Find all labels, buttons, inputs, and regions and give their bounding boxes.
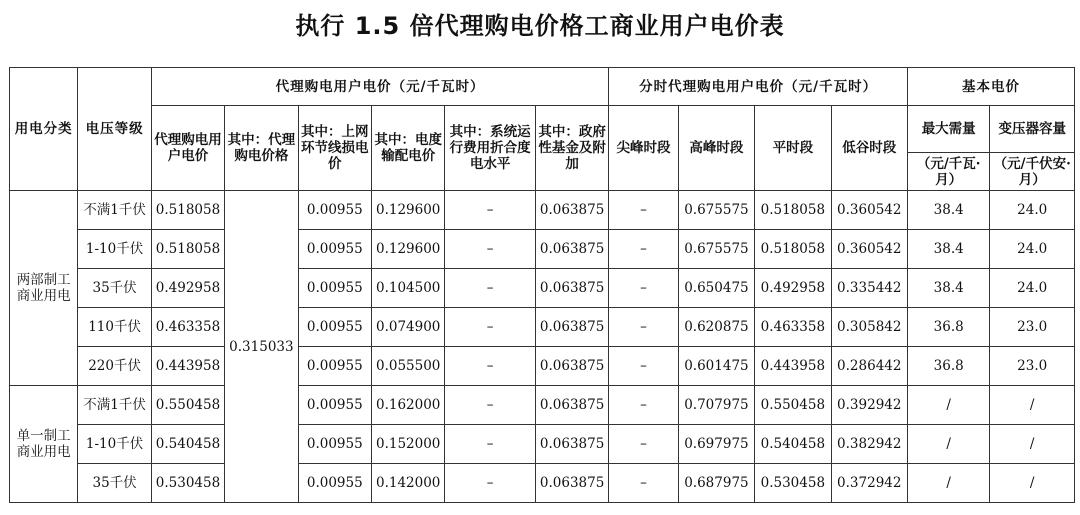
cell-gov: 0.063875 (535, 425, 608, 464)
cell-transmission: 0.152000 (372, 425, 445, 464)
cell-max-demand: 38.4 (907, 269, 989, 308)
cell-loss: 0.00955 (298, 230, 371, 269)
cell-system: – (445, 269, 536, 308)
header-voltage: 电压等级 (78, 68, 151, 191)
cell-system: – (445, 464, 536, 503)
header-flat: 平时段 (755, 106, 831, 191)
cell-loss: 0.00955 (298, 308, 371, 347)
cell-voltage: 110千伏 (78, 308, 151, 347)
cell-peak: 0.675575 (678, 191, 754, 230)
cell-transformer: / (990, 386, 1075, 425)
cell-transmission: 0.162000 (372, 386, 445, 425)
cell-agency-price: 0.518058 (151, 191, 224, 230)
cell-sharp: – (609, 347, 678, 386)
cell-gov: 0.063875 (535, 230, 608, 269)
header-max-demand-unit: （元/千瓦·月） (907, 153, 989, 191)
cell-voltage: 35千伏 (78, 464, 151, 503)
cell-system: – (445, 230, 536, 269)
cell-flat: 0.443958 (755, 347, 831, 386)
cell-transmission: 0.104500 (372, 269, 445, 308)
cell-transformer: 24.0 (990, 191, 1075, 230)
cell-system: – (445, 191, 536, 230)
header-valley: 低谷时段 (831, 106, 907, 191)
cell-max-demand: / (907, 425, 989, 464)
page-title: 执行 1.5 倍代理购电价格工商业用户电价表 (295, 12, 785, 40)
cell-peak: 0.697975 (678, 425, 754, 464)
cell-agency-price: 0.443958 (151, 347, 224, 386)
header-transformer: 变压器容量 (990, 106, 1075, 153)
cell-max-demand: 36.8 (907, 347, 989, 386)
cell-agency-price: 0.540458 (151, 425, 224, 464)
cell-valley: 0.286442 (831, 347, 907, 386)
table-row (10, 464, 1075, 503)
cell-loss: 0.00955 (298, 425, 371, 464)
cell-category: 两部制工商业用电 (10, 191, 78, 386)
cell-voltage: 1-10千伏 (78, 425, 151, 464)
header-of-which-agency: 其中：代理购电价格 (225, 106, 298, 191)
cell-transformer: 24.0 (990, 269, 1075, 308)
cell-valley: 0.335442 (831, 269, 907, 308)
header-group-basic: 基本电价 (907, 68, 1074, 106)
cell-category: 单一制工商业用电 (10, 386, 78, 503)
cell-peak: 0.650475 (678, 269, 754, 308)
cell-voltage: 35千伏 (78, 269, 151, 308)
cell-peak: 0.675575 (678, 230, 754, 269)
cell-agency-price: 0.550458 (151, 386, 224, 425)
table-row (10, 425, 1075, 464)
cell-flat: 0.530458 (755, 464, 831, 503)
cell-sharp: – (609, 386, 678, 425)
cell-flat: 0.518058 (755, 191, 831, 230)
cell-sharp: – (609, 191, 678, 230)
cell-voltage: 220千伏 (78, 347, 151, 386)
table-row (10, 308, 1075, 347)
cell-flat: 0.492958 (755, 269, 831, 308)
cell-system: – (445, 386, 536, 425)
cell-flat: 0.518058 (755, 230, 831, 269)
header-max-demand: 最大需量 (907, 106, 989, 153)
cell-agency-price: 0.518058 (151, 230, 224, 269)
cell-flat: 0.463358 (755, 308, 831, 347)
header-of-which-gov: 其中：政府性基金及附加 (535, 106, 608, 191)
cell-transformer: 24.0 (990, 230, 1075, 269)
header-agency-price: 代理购电用户电价 (151, 106, 224, 191)
cell-transformer: / (990, 425, 1075, 464)
cell-valley: 0.360542 (831, 191, 907, 230)
cell-valley: 0.305842 (831, 308, 907, 347)
cell-system: – (445, 347, 536, 386)
cell-transformer: 23.0 (990, 308, 1075, 347)
cell-agency-price: 0.530458 (151, 464, 224, 503)
cell-transformer: 23.0 (990, 347, 1075, 386)
cell-loss: 0.00955 (298, 191, 371, 230)
cell-sharp: – (609, 464, 678, 503)
cell-peak: 0.620875 (678, 308, 754, 347)
cell-voltage: 不满1千伏 (78, 191, 151, 230)
cell-max-demand: 38.4 (907, 230, 989, 269)
cell-loss: 0.00955 (298, 464, 371, 503)
cell-flat: 0.550458 (755, 386, 831, 425)
cell-transmission: 0.129600 (372, 191, 445, 230)
cell-gov: 0.063875 (535, 191, 608, 230)
cell-max-demand: 38.4 (907, 191, 989, 230)
header-of-which-transmission: 其中：电度输配电价 (372, 106, 445, 191)
header-peak-sharp: 尖峰时段 (609, 106, 678, 191)
cell-max-demand: / (907, 386, 989, 425)
cell-sharp: – (609, 269, 678, 308)
cell-valley: 0.372942 (831, 464, 907, 503)
cell-transmission: 0.142000 (372, 464, 445, 503)
cell-agency-price: 0.463358 (151, 308, 224, 347)
cell-flat: 0.540458 (755, 425, 831, 464)
header-peak: 高峰时段 (678, 106, 754, 191)
cell-loss: 0.00955 (298, 269, 371, 308)
table-row (10, 347, 1075, 386)
cell-gov: 0.063875 (535, 269, 608, 308)
cell-max-demand: 36.8 (907, 308, 989, 347)
cell-transmission: 0.074900 (372, 308, 445, 347)
table-row (10, 269, 1075, 308)
cell-transmission: 0.129600 (372, 230, 445, 269)
cell-agency-purchase-price: 0.315033 (225, 191, 298, 503)
cell-agency-price: 0.492958 (151, 269, 224, 308)
header-category: 用电分类 (10, 68, 78, 191)
header-group-tou: 分时代理购电用户电价（元/千瓦时） (609, 68, 908, 106)
cell-voltage: 不满1千伏 (78, 386, 151, 425)
tariff-table (9, 67, 1075, 503)
cell-max-demand: / (907, 464, 989, 503)
cell-system: – (445, 308, 536, 347)
cell-voltage: 1-10千伏 (78, 230, 151, 269)
cell-valley: 0.382942 (831, 425, 907, 464)
table-row (10, 191, 1075, 230)
cell-sharp: – (609, 230, 678, 269)
cell-loss: 0.00955 (298, 347, 371, 386)
cell-peak: 0.707975 (678, 386, 754, 425)
cell-gov: 0.063875 (535, 386, 608, 425)
cell-system: – (445, 425, 536, 464)
cell-sharp: – (609, 425, 678, 464)
header-group-agency: 代理购电用户电价（元/千瓦时） (151, 68, 609, 106)
table-row (10, 386, 1075, 425)
cell-gov: 0.063875 (535, 347, 608, 386)
cell-transformer: / (990, 464, 1075, 503)
cell-gov: 0.063875 (535, 308, 608, 347)
header-transformer-unit: （元/千伏安·月） (990, 153, 1075, 191)
cell-loss: 0.00955 (298, 386, 371, 425)
cell-valley: 0.392942 (831, 386, 907, 425)
header-of-which-system: 其中：系统运行费用折合度电水平 (445, 106, 536, 191)
cell-peak: 0.687975 (678, 464, 754, 503)
table-row (10, 230, 1075, 269)
cell-sharp: – (609, 308, 678, 347)
cell-valley: 0.360542 (831, 230, 907, 269)
cell-gov: 0.063875 (535, 464, 608, 503)
cell-peak: 0.601475 (678, 347, 754, 386)
header-of-which-loss: 其中：上网环节线损电价 (298, 106, 371, 191)
cell-transmission: 0.055500 (372, 347, 445, 386)
